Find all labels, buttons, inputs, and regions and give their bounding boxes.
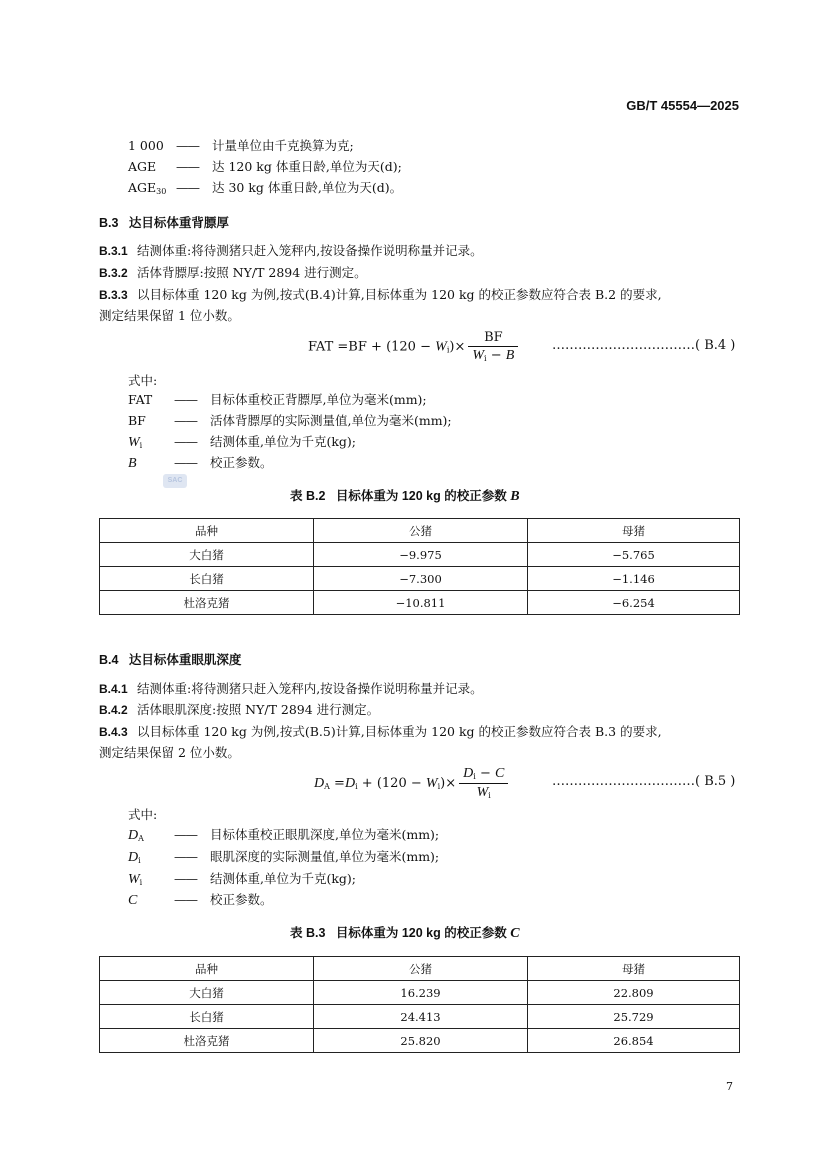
def-line — [128, 848, 439, 870]
caption-var: C — [510, 926, 520, 941]
def-desc: 计量单位由千克换算为克; — [212, 138, 354, 153]
table-cell: −10.811 — [314, 591, 528, 615]
fraction-denominator — [459, 784, 508, 801]
def-desc: 目标体重校正眼肌深度,单位为毫米(mm); — [210, 827, 440, 842]
formula-var: B — [505, 348, 515, 363]
sac-watermark: SAC — [163, 474, 187, 488]
clause-b3-2 — [99, 264, 367, 282]
table-row — [100, 591, 740, 615]
def-desc: 眼肌深度的实际测量值,单位为毫米(mm); — [210, 849, 440, 864]
def-dash: —— — [174, 413, 197, 428]
table-cell: 长白猪 — [100, 567, 314, 591]
section-number: B.3 — [99, 216, 119, 230]
def-symbol-sub: i — [139, 878, 143, 887]
clause-number: B.4.1 — [99, 682, 128, 696]
table-cell: −9.975 — [314, 543, 528, 567]
def-desc: 结测体重,单位为千克(kg); — [210, 434, 357, 449]
caption-text: 目标体重为 120 kg 的校正参数 — [335, 926, 507, 940]
def-symbol — [128, 433, 174, 455]
formula-plus: + — [361, 776, 373, 791]
formula-var: C — [495, 766, 505, 781]
clause-text: 活体背膘厚:按照 NY/T 2894 进行测定。 — [137, 265, 367, 280]
table-cell: −5.765 — [528, 543, 740, 567]
table-cell: 22.809 — [528, 981, 740, 1005]
section-heading-b4 — [99, 650, 241, 668]
formula-var: W — [476, 785, 489, 800]
clause-b4-1 — [99, 680, 483, 698]
clause-number: B.3.3 — [99, 288, 128, 302]
clause-text: 活体眼肌深度:按照 NY/T 2894 进行测定。 — [137, 702, 380, 717]
formula-term: BF — [348, 339, 367, 355]
def-symbol — [128, 826, 174, 848]
clause-b3-3 — [99, 286, 662, 304]
clause-text: 以目标体重 120 kg 为例,按式(B.4)计算,目标体重为 120 kg 的校正参数应符合表 B.2 的要求, — [137, 287, 662, 302]
def-symbol: AGE — [128, 159, 157, 174]
clause-number: B.4.3 — [99, 725, 128, 739]
section-heading-b3 — [99, 213, 229, 231]
clause-b3-1 — [99, 242, 483, 260]
def-line — [128, 391, 427, 409]
formula-times: × — [454, 339, 466, 355]
def-symbol-main: AGE — [128, 180, 157, 195]
formula-sub: i — [488, 791, 491, 800]
table-row — [100, 1005, 740, 1029]
def-dash: —— — [174, 849, 197, 864]
def-symbol: FAT — [128, 392, 153, 407]
def-symbol-sub: i — [139, 441, 143, 450]
formula-b4 — [308, 330, 521, 364]
def-dash: —— — [174, 392, 197, 407]
def-desc: 活体背膘厚的实际测量值,单位为毫米(mm); — [210, 413, 452, 428]
table-cell: −7.300 — [314, 567, 528, 591]
def-symbol — [128, 870, 174, 892]
table-row — [100, 543, 740, 567]
def-line — [128, 433, 356, 455]
def-symbol — [128, 848, 174, 870]
header-cell: 公猪 — [314, 519, 528, 543]
clause-text: 结测体重:将待测猪只赶入笼秤内,按设备操作说明称量并记录。 — [137, 681, 483, 696]
clause-continuation: 测定结果保留 2 位小数。 — [99, 745, 240, 760]
table-header-row — [100, 519, 740, 543]
formula-var: W — [435, 339, 447, 355]
equation-number-b4: ……………………………( B.4 ) — [552, 338, 736, 353]
clause-b4-3 — [99, 723, 662, 741]
table-cell: −1.146 — [528, 567, 740, 591]
def-desc: 结测体重,单位为千克(kg); — [210, 871, 357, 886]
caption-prefix: 表 B.2 — [290, 489, 326, 503]
def-dash: —— — [176, 180, 199, 195]
header-cell: 品种 — [100, 957, 314, 981]
def-dash: —— — [174, 455, 197, 470]
table-cell: 26.854 — [528, 1029, 740, 1053]
equation-number-b5: ……………………………( B.5 ) — [552, 774, 736, 789]
table-cell: 24.413 — [314, 1005, 528, 1029]
def-symbol: 1 000 — [128, 138, 164, 153]
def-symbol: BF — [128, 413, 146, 428]
formula-close: ) — [440, 776, 446, 791]
page-number: 7 — [726, 1080, 733, 1093]
def-dash: —— — [174, 434, 197, 449]
table-caption-b2 — [290, 486, 520, 505]
formula-sub: i — [437, 782, 441, 791]
clause-number: B.4.2 — [99, 703, 128, 717]
clause-number: B.3.1 — [99, 244, 128, 258]
table-cell: 25.820 — [314, 1029, 528, 1053]
table-cell: 长白猪 — [100, 1005, 314, 1029]
caption-var: B — [510, 489, 520, 504]
formula-close: ) — [449, 339, 455, 355]
table-row — [100, 1029, 740, 1053]
formula-fraction — [468, 330, 518, 364]
def-desc: 校正参数。 — [210, 892, 273, 907]
def-symbol-main: B — [128, 456, 137, 471]
def-symbol-sub: 30 — [156, 187, 167, 196]
section-title: 达目标体重眼肌深度 — [128, 653, 242, 667]
clause-text: 以目标体重 120 kg 为例,按式(B.5)计算,目标体重为 120 kg 的校正参数应符合表 B.3 的要求, — [137, 724, 662, 739]
formula-sub: A — [324, 782, 330, 791]
table-cell: 16.239 — [314, 981, 528, 1005]
formula-minus: − — [420, 339, 431, 355]
formula-plus: + — [371, 339, 382, 355]
formula-times: × — [445, 776, 457, 791]
where-label: 式中: — [128, 807, 158, 822]
def-symbol-sub: A — [138, 834, 144, 843]
def-symbol-main: W — [128, 872, 140, 887]
formula-lhs: FAT — [308, 339, 334, 355]
caption-text: 目标体重为 120 kg 的校正参数 — [335, 489, 507, 503]
def-symbol-main: D — [128, 850, 139, 865]
def-line — [128, 454, 273, 473]
table-b3 — [99, 956, 740, 1053]
formula-var: D — [344, 776, 356, 791]
def-symbol — [128, 891, 174, 910]
formula-equals: = — [337, 339, 349, 355]
def-line — [128, 826, 439, 848]
table-cell: 大白猪 — [100, 981, 314, 1005]
clause-continuation: 测定结果保留 1 位小数。 — [99, 308, 240, 323]
header-cell: 公猪 — [314, 957, 528, 981]
formula-sub: i — [355, 782, 358, 791]
table-cell: 杜洛克猪 — [100, 591, 314, 615]
caption-prefix: 表 B.3 — [290, 926, 326, 940]
def-symbol — [128, 454, 174, 473]
table-b2 — [99, 518, 740, 615]
formula-var: W — [472, 348, 485, 363]
table-header-row — [100, 957, 740, 981]
formula-minus: − — [479, 766, 491, 781]
formula-b5 — [314, 766, 511, 801]
def-dash: —— — [174, 871, 197, 886]
formula-sub: i — [484, 354, 487, 363]
header-cell: 母猪 — [528, 519, 740, 543]
table-row — [100, 981, 740, 1005]
clause-b4-2 — [99, 701, 379, 719]
table-cell: 25.729 — [528, 1005, 740, 1029]
clause-text: 结测体重:将待测猪只赶入笼秤内,按设备操作说明称量并记录。 — [137, 243, 483, 258]
table-row — [100, 567, 740, 591]
where-label: 式中: — [128, 373, 158, 388]
formula-open: (120 — [386, 339, 416, 355]
fraction-numerator: BF — [468, 330, 518, 347]
formula-var: D — [314, 776, 325, 791]
table-caption-b3 — [290, 923, 520, 942]
header-cell: 品种 — [100, 519, 314, 543]
def-desc: 目标体重校正背膘厚,单位为毫米(mm); — [210, 392, 427, 407]
standard-id: GB/T 45554—2025 — [626, 98, 739, 113]
def-dash: —— — [174, 827, 197, 842]
def-line — [128, 137, 354, 155]
def-dash: —— — [174, 892, 197, 907]
def-symbol — [128, 179, 176, 201]
def-symbol-main: C — [128, 893, 138, 908]
formula-sub: i — [446, 345, 450, 355]
def-line — [128, 891, 273, 910]
formula-open: (120 — [376, 776, 407, 791]
formula-var: W — [425, 776, 438, 791]
table-cell: 大白猪 — [100, 543, 314, 567]
def-symbol-sub: i — [138, 856, 141, 865]
table-cell: −6.254 — [528, 591, 740, 615]
def-symbol-main: D — [128, 828, 139, 843]
formula-equals: = — [334, 776, 345, 791]
formula-var: D — [463, 766, 474, 781]
def-line — [128, 179, 402, 201]
formula-minus: − — [410, 776, 422, 791]
fraction-numerator — [459, 766, 508, 784]
def-dash: —— — [176, 138, 199, 153]
formula-minus: − — [490, 348, 502, 363]
def-desc: 达 30 kg 体重日龄,单位为天(d)。 — [212, 180, 403, 195]
def-dash: —— — [176, 159, 199, 174]
def-line — [128, 870, 356, 892]
def-symbol-main: W — [128, 435, 140, 450]
def-line — [128, 412, 452, 430]
def-desc: 校正参数。 — [210, 455, 273, 470]
def-line — [128, 158, 402, 176]
header-cell: 母猪 — [528, 957, 740, 981]
fraction-denominator — [468, 347, 518, 364]
def-desc: 达 120 kg 体重日龄,单位为天(d); — [212, 159, 402, 174]
clause-number: B.3.2 — [99, 266, 128, 280]
section-title: 达目标体重背膘厚 — [128, 216, 229, 230]
formula-sub: i — [473, 772, 476, 781]
section-number: B.4 — [99, 653, 119, 667]
formula-fraction — [459, 766, 508, 801]
table-cell: 杜洛克猪 — [100, 1029, 314, 1053]
